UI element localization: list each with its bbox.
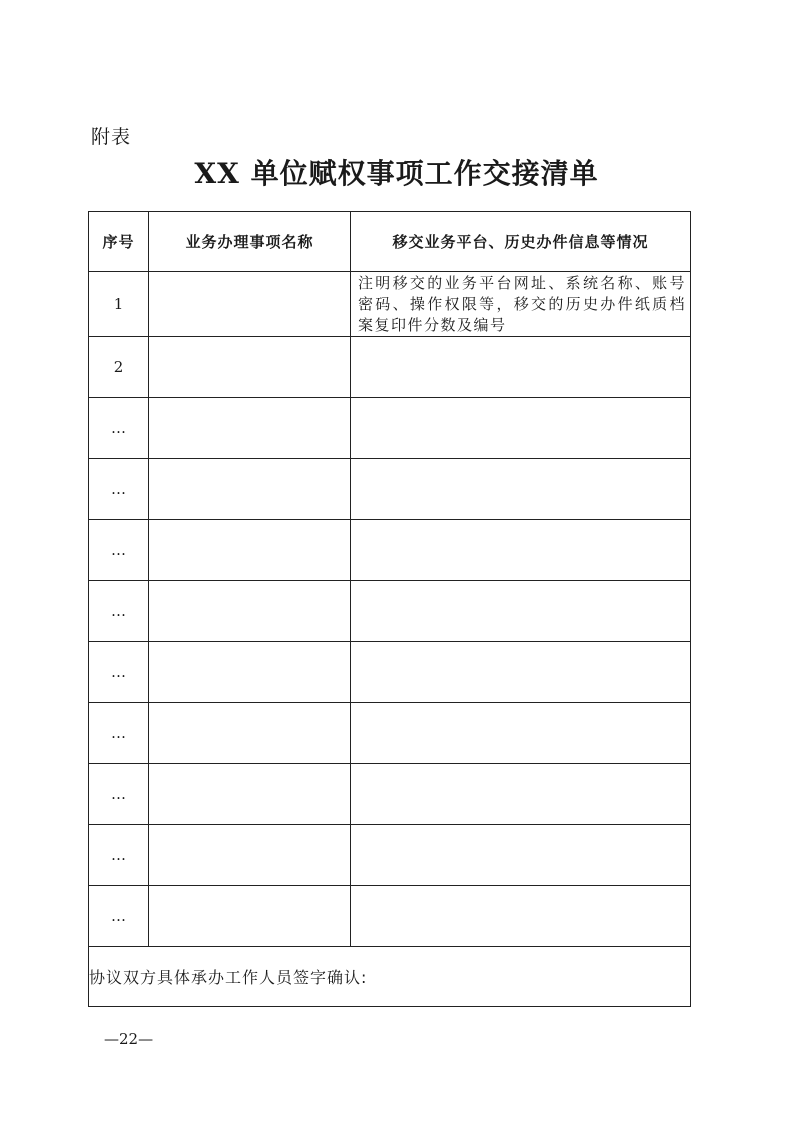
row-handover-info [351, 825, 691, 886]
row-seq: … [89, 764, 149, 825]
row-seq: … [89, 459, 149, 520]
table-row [89, 703, 691, 764]
row-seq: … [89, 520, 149, 581]
document-title: XX 单位赋权事项工作交接清单 [194, 157, 599, 190]
row-seq: … [89, 398, 149, 459]
row-item-name [149, 825, 351, 886]
row-seq: 1 [89, 272, 149, 337]
row-handover-info [351, 337, 691, 398]
row-seq: … [89, 642, 149, 703]
header-handover-info: 移交业务平台、历史办件信息等情况 [351, 212, 691, 272]
signature-confirmation: 协议双方具体承办工作人员签字确认: [89, 947, 691, 1007]
row-handover-info [351, 886, 691, 947]
row-handover-info [351, 764, 691, 825]
row-item-name [149, 642, 351, 703]
row-item-name [149, 581, 351, 642]
row-seq: … [89, 886, 149, 947]
row-item-name [149, 272, 351, 337]
row-item-name [149, 520, 351, 581]
row-handover-info [351, 581, 691, 642]
table-row [89, 272, 691, 337]
row-handover-info [351, 703, 691, 764]
page-number: —22— [104, 1030, 154, 1048]
table-row [89, 459, 691, 520]
header-item-name: 业务办理事项名称 [149, 212, 351, 272]
table-row [89, 886, 691, 947]
row-handover-info [351, 642, 691, 703]
row-item-name [149, 459, 351, 520]
row-seq: 2 [89, 337, 149, 398]
row-item-name [149, 337, 351, 398]
row-handover-info [351, 520, 691, 581]
handover-table-container [88, 211, 690, 1007]
table-row [89, 764, 691, 825]
row-handover-info [351, 398, 691, 459]
row-seq: … [89, 825, 149, 886]
table-row [89, 825, 691, 886]
row-handover-info [351, 459, 691, 520]
table-row [89, 581, 691, 642]
row-item-name [149, 398, 351, 459]
table-row [89, 642, 691, 703]
row-item-name [149, 886, 351, 947]
row-handover-info: 注明移交的业务平台网址、系统名称、账号密码、操作权限等，移交的历史办件纸质档案复印件分数及编号 [351, 272, 691, 337]
row-seq: … [89, 703, 149, 764]
header-seq: 序号 [89, 212, 149, 272]
handover-table [88, 211, 691, 1007]
row-item-name [149, 764, 351, 825]
row-item-name [149, 703, 351, 764]
table-row [89, 520, 691, 581]
table-header-row [89, 212, 691, 272]
table-row [89, 398, 691, 459]
table-row [89, 337, 691, 398]
signature-row [89, 947, 691, 1007]
row-seq: … [89, 581, 149, 642]
attachment-label: 附表 [91, 126, 132, 148]
